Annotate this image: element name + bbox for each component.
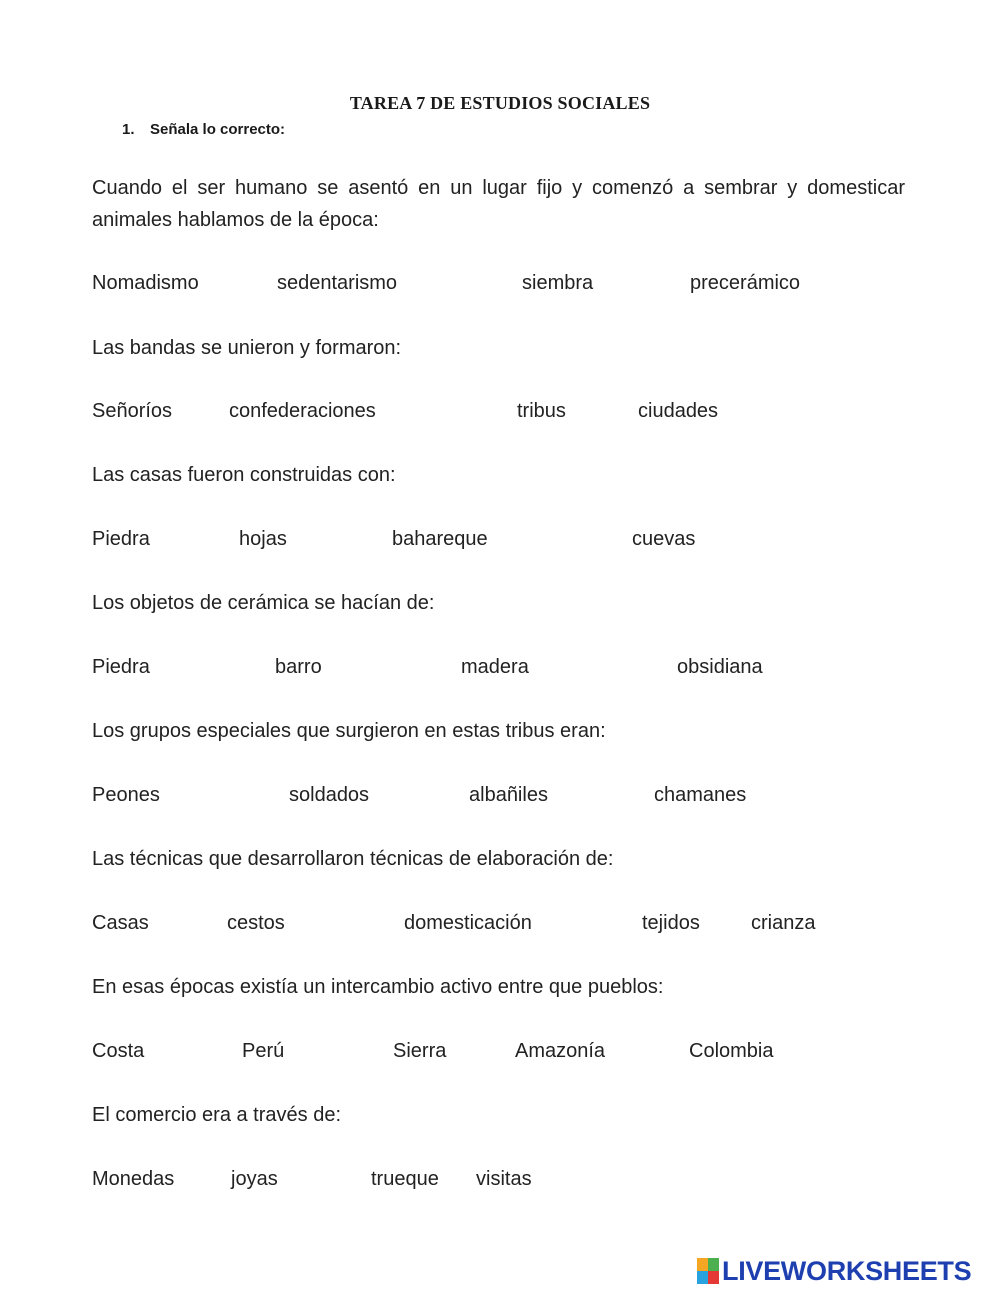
option-5-1[interactable]: Peones bbox=[92, 784, 160, 806]
option-5-4[interactable]: chamanes bbox=[654, 784, 747, 806]
question-7-text: En esas épocas existía un intercambio activo entre que pueblos: bbox=[92, 976, 664, 998]
option-5-2[interactable]: soldados bbox=[289, 784, 370, 806]
option-3-3[interactable]: bahareque bbox=[392, 528, 488, 550]
option-4-2[interactable]: barro bbox=[275, 656, 322, 678]
option-7-3[interactable]: Sierra bbox=[393, 1040, 447, 1062]
question-5-text: Los grupos especiales que surgieron en estas tribus eran: bbox=[92, 720, 606, 742]
option-7-4[interactable]: Amazonía bbox=[515, 1040, 606, 1062]
option-4-1[interactable]: Piedra bbox=[92, 656, 150, 678]
question-4-text: Los objetos de cerámica se hacían de: bbox=[92, 592, 435, 614]
option-8-3[interactable]: trueque bbox=[371, 1168, 439, 1190]
question-1-text: Cuando el ser humano se asentó en un lugar fijo y comenzó a sembrar y domesticar animales hablamos de la época: bbox=[92, 177, 905, 231]
liveworksheets-logo-text: LIVEWORKSHEETS bbox=[722, 1255, 972, 1286]
option-6-4[interactable]: tejidos bbox=[642, 912, 700, 934]
option-2-4[interactable]: ciudades bbox=[638, 400, 719, 422]
option-4-4[interactable]: obsidiana bbox=[677, 656, 763, 678]
option-7-1[interactable]: Costa bbox=[92, 1040, 145, 1062]
question-8-text: El comercio era a través de: bbox=[92, 1104, 341, 1126]
liveworksheets-logo[interactable] bbox=[697, 1255, 971, 1287]
option-8-1[interactable]: Monedas bbox=[92, 1168, 175, 1190]
option-1-3[interactable]: siembra bbox=[522, 272, 594, 294]
option-1-2[interactable]: sedentarismo bbox=[277, 272, 398, 294]
option-2-3[interactable]: tribus bbox=[517, 400, 566, 422]
option-6-2[interactable]: cestos bbox=[227, 912, 285, 934]
option-2-2[interactable]: confederaciones bbox=[229, 400, 376, 422]
option-6-5[interactable]: crianza bbox=[751, 912, 816, 934]
option-7-2[interactable]: Perú bbox=[242, 1040, 285, 1062]
option-3-1[interactable]: Piedra bbox=[92, 528, 150, 550]
instruction-number: 1. bbox=[122, 121, 135, 138]
option-3-2[interactable]: hojas bbox=[239, 528, 287, 550]
liveworksheets-logo-icon bbox=[697, 1258, 719, 1284]
option-3-4[interactable]: cuevas bbox=[632, 528, 696, 550]
question-3-text: Las casas fueron construidas con: bbox=[92, 464, 396, 486]
option-2-1[interactable]: Señoríos bbox=[92, 400, 173, 422]
option-5-3[interactable]: albañiles bbox=[469, 784, 548, 806]
option-6-1[interactable]: Casas bbox=[92, 912, 149, 934]
option-8-4[interactable]: visitas bbox=[476, 1168, 532, 1190]
instruction-text: Señala lo correcto: bbox=[150, 121, 286, 138]
option-6-3[interactable]: domesticación bbox=[404, 912, 532, 934]
instruction bbox=[122, 121, 285, 138]
option-1-1[interactable]: Nomadismo bbox=[92, 272, 199, 294]
option-1-4[interactable]: precerámico bbox=[690, 272, 801, 294]
question-6-text: Las técnicas que desarrollaron técnicas de elaboración de: bbox=[92, 848, 614, 870]
option-4-3[interactable]: madera bbox=[461, 656, 529, 678]
option-8-2[interactable]: joyas bbox=[231, 1168, 278, 1190]
worksheet-title: TAREA 7 DE ESTUDIOS SOCIALES bbox=[349, 93, 651, 113]
question-2-text: Las bandas se unieron y formaron: bbox=[92, 337, 402, 359]
option-7-5[interactable]: Colombia bbox=[689, 1040, 774, 1062]
